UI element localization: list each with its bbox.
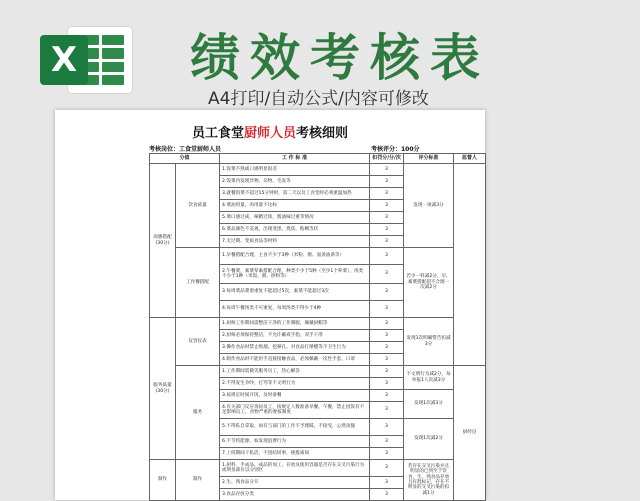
points-cell: 3 [370,390,404,402]
standard-cell: 4.菜油用量，肉用量不达标 [220,200,370,212]
points-cell: 3 [370,330,404,342]
standard-cell: 7.上班期间干私活，不团结同事，挑拨离间 [220,448,370,460]
excel-badge: X [40,35,88,85]
standard-cell: 6.不节约能源，如发现浪费行为 [220,436,370,448]
points-cell: 3 [370,402,404,419]
points-cell: 3 [370,448,404,460]
sheet-title [55,122,485,141]
standard-cell: 3.按规定时间开饭，及时备餐 [220,390,370,402]
standard-cell: 2.饭菜内发现异物、杂物、毛发等 [220,176,370,188]
header-standard: 工 作 标 准 [220,154,370,164]
points-cell: 3 [370,436,404,448]
sheet-title-part-a: 员工食堂 [191,126,244,141]
banner [0,0,640,110]
header-supervisor: 监督人 [454,154,486,164]
subgroup-label: 仪容仪表 [176,318,220,366]
header-scoring: 评分标准 [404,154,454,164]
table-header-row [150,154,486,164]
header-deduct: 扣罚分/分/次 [370,154,404,164]
points-cell: 3 [370,188,404,200]
standard-cell: 4.制作食品时不能用手直接接触食品，必须佩戴一次性手套、口罩 [220,354,370,366]
standard-cell: 4.有关部门反应询问员工，按规定人数准备早餐、午餐，禁止因饭有不足影响员工，食物严重的要按制度 [220,402,370,419]
scoring-cell: 发现1次明确警告扣减3分 [404,318,454,366]
standard-cell: 3.就餐饭菜不超过15分钟时，第二天以员工食堂时必须重温加热 [220,188,370,200]
standard-cell: 7.无过期、变质食品等材料 [220,236,370,248]
points-cell: 3 [370,477,404,489]
points-cell: 3 [370,224,404,236]
scoring-cell: 发现1次减2分 [404,419,454,460]
standard-cell: 3.食品存放分类 [220,489,370,501]
scoring-cell: 发现1次减3分 [404,390,454,419]
table-row [150,460,486,477]
points-cell: 3 [370,212,404,224]
scoring-cell: 发现一项减3分 [404,164,454,248]
banner-subtitle: A4打印/自动公式/内容可修改 [208,89,429,109]
standard-cell: 1.早餐搭配合理，主食不少于3种（米粉、粥、面条油条等） [220,248,370,265]
supervisor-cell: 厨经良 [454,366,486,501]
standard-cell: 6.菜品颜色不美观，出现变黑、烧焦、粘稠等状 [220,224,370,236]
points-cell: 3 [370,284,404,301]
points-cell: 3 [370,318,404,330]
supervisor-cell [454,164,486,366]
standard-cell: 4.每周午餐汤类不可重复，每周汤类不得少于4种 [220,301,370,318]
excel-logo-icon [40,27,132,93]
points-cell: 3 [370,354,404,366]
points-cell: 3 [370,176,404,188]
standard-cell: 1.工作期间需微笑服务员工，热心解答 [220,366,370,378]
group-label: 服务质量 (30分) [150,318,176,460]
points-cell: 3 [370,419,404,436]
subgroup-label: 制作 [176,460,220,501]
standard-cell: 2.生、熟食品分开 [220,477,370,489]
exam-score: 考核评分：100分 [371,146,420,153]
points-cell: 3 [370,301,404,318]
standard-cell: 2.午餐菜，素菜荤素搭配合理，种类不少于5种（至少1个荤菜），汤类不少于1种（米饭、粥、炒粉等） [220,265,370,284]
subgroup-label: 服务 [176,366,220,460]
standard-cell: 1.厨师工作期间需整洁干净的工作制服，佩戴厨帽等 [220,318,370,330]
table-row [150,318,486,330]
table-row [150,248,486,265]
table-row [150,366,486,378]
points-cell: 3 [370,378,404,390]
points-cell: 3 [370,460,404,477]
group-label: 岗膳搭配 (30分) [150,164,176,318]
banner-title: 绩效考核表 [190,29,490,87]
standard-cell: 1.饭菜不熟或口感明显很差 [220,164,370,176]
scoring-cell: 若少一样减2分，早、素菜搭配超不合理一次减2分 [404,248,454,318]
sheet-title-highlight: 厨师人员 [243,126,296,141]
standard-cell: 2.厨师必须保持整洁，不允许戴戒手指，双手干净 [220,330,370,342]
points-cell: 3 [370,236,404,248]
sheet-title-part-c: 考核细则 [296,126,349,141]
points-cell: 3 [370,342,404,354]
points-cell: 3 [370,164,404,176]
standard-cell: 3.操作食品时禁止吸烟、挖鼻孔、对食品打喷嚏等不卫生行为 [220,342,370,354]
standard-cell: 3.每周菜品菜谱重复不能超过5次，素菜不能超过3次 [220,284,370,301]
subgroup-label: 饮食质量 [176,164,220,248]
standard-cell: 1.厨料、半成品、成品的加工、存放及使用容器是否存在交叉污染行为或明显部位以分别区 [220,460,370,477]
subgroup-label: 工作餐搭配 [176,248,220,318]
points-cell: 3 [370,248,404,265]
header-score: 分值 [150,154,220,164]
points-cell: 3 [370,489,404,501]
standard-cell: 5.菜口感过咸，味精过浓，酱油味过重等情况 [220,212,370,224]
standard-cell: 5.不得私自拿取，如有与部门的工作不予理睬，不接受，公然顶撞 [220,419,370,436]
standard-cell: 2.不得发生争吵，打骂等不文明行为 [220,378,370,390]
points-cell: 3 [370,200,404,212]
assessment-table [149,153,486,501]
exam-position: 考核岗位：工食堂厨师人员 [149,146,222,153]
points-cell: 3 [370,366,404,378]
points-cell: 3 [370,265,404,284]
scoring-cell: 不文明行为减2分，每举报1人次减3分 [404,366,454,390]
scoring-cell: 若存在交叉污染并且明显的已到至于饮食，生、熟食品存放且有混标记，存在不明显的交叉污染的扣减1分 [404,460,454,501]
table-row [150,164,486,176]
group-label: 制作 [150,460,176,501]
